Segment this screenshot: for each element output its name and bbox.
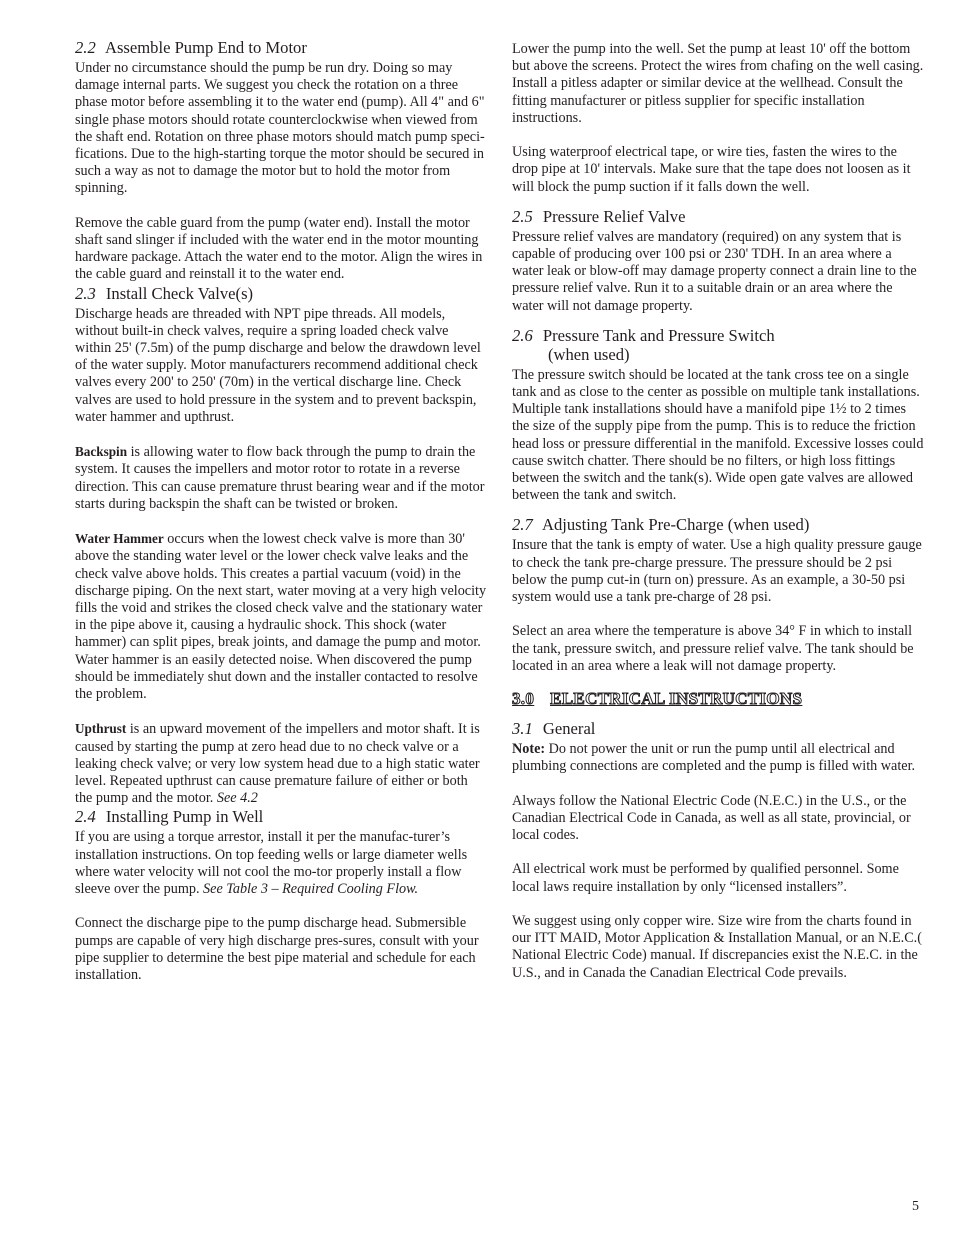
- paragraph: All electrical work must be performed by qualified personnel. Some local laws require installation by only “licensed installers”.: [512, 861, 899, 895]
- note-label: Note:: [512, 741, 546, 758]
- page-number: 5: [912, 1199, 919, 1214]
- paragraph: Under no circumstance should the pump be run dry. Doing so may damage internal parts. We suggest you check the rotation on a three phase motor before assembling it to the water end (pump). All 4" and 6" single phase motors should rotate counterclockwise when viewed from the shaft end. Rotation on three phase motors should match pump speci-fications. Due to the high-starting torque the motor should be secured in such a way as not to damage the motor but to hold the motor from spinning.: [75, 60, 485, 197]
- section-number: 2.4: [75, 807, 96, 827]
- right-column: [512, 41, 924, 982]
- paragraph: Select an area where the temperature is above 34° F in which to install the tank, pressure switch, and pressure relief valve. The tank should be located in an area where a leak will not damage property.: [512, 623, 914, 674]
- section-heading-2-5: [512, 207, 924, 226]
- backspin-paragraph: [75, 443, 487, 513]
- section-number: 2.2: [75, 38, 96, 57]
- section-heading-2-6: [512, 326, 924, 364]
- section-number: 2.5: [512, 206, 533, 226]
- paragraph: Connect the discharge pipe to the pump discharge head. Submersible pumps are capable of very high discharge pres-sures, consult with your pipe supplier to determine the best pipe material and schedule for each installation.: [75, 915, 479, 984]
- section-number: 2.3: [75, 283, 96, 303]
- section-title: Install Check Valve(s): [105, 283, 254, 303]
- section-heading-2-2: [75, 38, 487, 57]
- upthrust-paragraph: [75, 720, 487, 807]
- section-title-continued: (when used): [548, 344, 630, 364]
- section-title: Installing Pump in Well: [105, 807, 264, 827]
- paragraph-text: If you are using a torque arrestor, install it per the manufac-turer’s installation instructions. On top feeding wells or large diameter wells where water velocity will not cool the mo-tor properly install a flow sleeve over the pump.: [75, 829, 468, 898]
- paragraph: Pressure relief valves are mandatory (required) on any system that is capable of producing over 100 psi or 230' TDH. In an area where a water leak or blow-off may damage property connect a drain line to the pressure relief valve. Run it to a suitable drain or an area where the water will not damage property.: [512, 228, 917, 314]
- upthrust-text: is an upward movement of the impellers and motor shaft. It is caused by starting the pump at zero head due to no check valve or a leaking check valve; or very low system head due to a high static water level. Repeated upthrust can cause premature failure of either or both the pump and the motor.: [75, 721, 480, 807]
- major-section-title: ELECTRICAL INSTRUCTIONS: [550, 689, 803, 709]
- cross-reference: See 4.2: [216, 790, 258, 807]
- section-title: Pressure Tank and Pressure Switch: [542, 325, 775, 345]
- water-hammer-text: occurs when the lowest check valve is more than 30' above the standing water level or the lower check valve leaks and the check valve above holds. This creates a partial vacuum (void) in the discharge piping. On the next start, water moving at a very high velocity fills the void and strikes the closed check valve and the stationary water in the pipe above it, causing a hydraulic shock. This shock (water hammer) can split pipes, break joints, and damage the pump and motor. Water hammer is an easily detected noise. When discovered the pump should be immediately shut down and the installer contacted to resolve the problem.: [75, 531, 487, 703]
- major-heading-3-0: [512, 688, 924, 709]
- paragraph: Using waterproof electrical tape, or wire ties, fasten the wires to the drop pipe at 10' intervals. Make sure that the tape does not loosen as it will block the pump suction if it falls down the well.: [512, 144, 911, 195]
- note-text: Do not power the unit or run the pump until all electrical and plumbing connections are completed and the pump is filled with water.: [512, 741, 916, 775]
- section-number: 2.7: [512, 515, 533, 535]
- paragraph: The pressure switch should be located at the tank cross tee on a single tank and as close to the center as possible on multiple tank installations. Multiple tank installations should have a manifold pipe 1½ to 2 times the size of the supply pipe from the pump. This is to reduce the friction head loss or pressure differential in the manifold. Excessive losses could cause switch chatter. There should be no filters, or high loss fittings between the switch and the tank(s). Wide open gate valves are allowed between the tank and switch.: [512, 366, 924, 504]
- paragraph: Always follow the National Electric Code (N.E.C.) in the U.S., or the Canadian Electrical Code in Canada, as well as all state, provincial, or local codes.: [512, 792, 911, 844]
- term-backspin: Backspin: [75, 444, 128, 460]
- note-paragraph: [512, 741, 924, 775]
- paragraph: Lower the pump into the well. Set the pump at least 10' off the bottom but above the screens. Protect the wires from chafing on the well casing. Install a pitless adapter or similar device at the wellhead. Consult the fitting manufacturer or pitless supplier for specific installation instructions.: [512, 41, 924, 126]
- section-number: 3.1: [512, 719, 533, 739]
- paragraph: Remove the cable guard from the pump (water end). Install the motor shaft sand slinger if included with the water end in the motor mounting hardware package. Attach the water end to the motor. Align the wires in the cable guard and reinstall it to the water end.: [75, 214, 483, 283]
- section-heading-3-1: [512, 719, 924, 738]
- term-upthrust: Upthrust: [75, 721, 127, 737]
- paragraph: [75, 829, 487, 898]
- paragraph: We suggest using only copper wire. Size wire from the charts found in our ITT MAID, Motor Application & Installation Manual, or an N.E.C.( National Electric Code) manual. If discrepancies exist the N.E.C. in the U.S., and in Canada the Canadian Electrical Code prevails.: [512, 913, 922, 981]
- paragraph: Discharge heads are threaded with NPT pipe threads. All models, without built-in check valves, require a spring loaded check valve within 25' (7.5m) of the pump discharge and below the drawdown level of the water supply. Motor manufacturers recommend additional check valves every 200' to 250' (70m) in the vertical discharge line. Check valves are used to hold pressure in the system and to prevent backspin, water hammer and upthrust.: [75, 305, 481, 425]
- paragraph: Insure that the tank is empty of water. Use a high quality pressure gauge to check the tank pre-charge pressure. The pressure should be 2 psi below the pump cut-in (turn on) pressure. As an example, a 30-50 psi system would use a tank pre-charge of 28 psi.: [512, 537, 922, 606]
- section-title: General: [542, 719, 596, 739]
- section-title: Adjusting Tank Pre-Charge (when used): [541, 515, 810, 535]
- section-title: Pressure Relief Valve: [542, 206, 686, 226]
- section-heading-2-7: [512, 515, 924, 534]
- cross-reference: See Table 3 – Required Cooling Flow.: [203, 881, 419, 898]
- term-water-hammer: Water Hammer: [75, 531, 164, 547]
- water-hammer-paragraph: [75, 530, 487, 703]
- left-column: [75, 38, 487, 984]
- section-heading-2-4: [75, 807, 487, 826]
- backspin-text: is allowing water to flow back through the pump to drain the system. It causes the impellers and motor rotor to rotate in a reverse direction. This can cause premature thrust bearing wear and if the motor starts during backspin the shaft can be twisted or broken.: [75, 444, 485, 512]
- section-title: Assemble Pump End to Motor: [104, 38, 307, 57]
- major-section-number: 3.0: [512, 689, 535, 709]
- section-heading-2-3: [75, 284, 487, 303]
- section-number: 2.6: [512, 325, 533, 345]
